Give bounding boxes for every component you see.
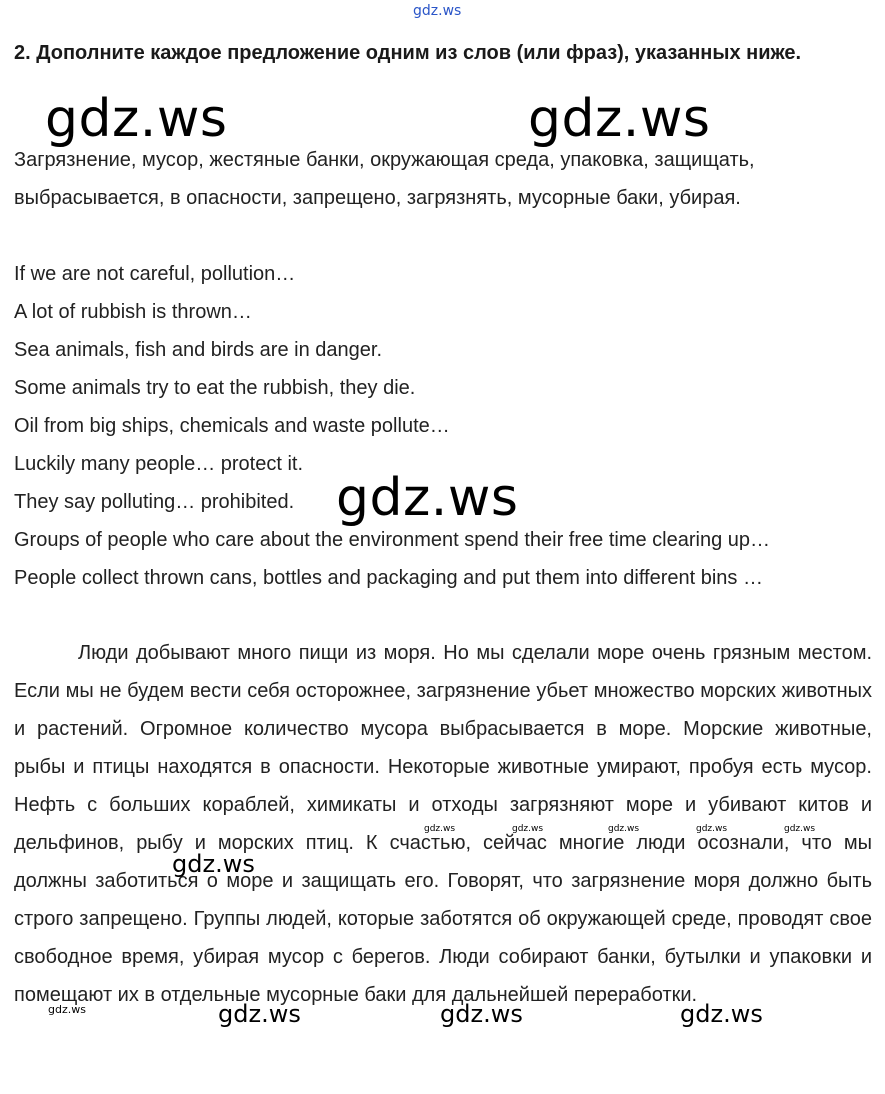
watermark-small-5: gdz.ws [784, 824, 816, 834]
watermark-small-4: gdz.ws [696, 824, 728, 834]
sentence-8: Groups of people who care about the environment spend their free time clearing up… [14, 529, 770, 551]
watermark-bottom-tiny: gdz.ws [48, 1003, 86, 1016]
sentence-2: A lot of rubbish is thrown… [14, 301, 252, 323]
watermark-small-3: gdz.ws [608, 824, 640, 834]
word-bank: Загрязнение, мусор, жестяные банки, окружающая среда, упаковка, защищать, выбрасывается, в опасности, запрещено, загрязнять, мусорные баки, убирая. [14, 149, 755, 209]
sentence-4: Some animals try to eat the rubbish, they die. [14, 377, 416, 399]
sentence-3: Sea animals, fish and birds are in danger. [14, 339, 382, 361]
watermark-big-left: gdz.ws [45, 89, 228, 149]
translation-paragraph: Люди добывают много пищи из моря. Но мы сделали море очень грязным местом. Если мы не будем вести себя осторожнее, загрязнение убьет множество морских животных и растений. Огромное количество мусора выбрасывается в море. Морские животные, рыбы и птицы находятся в опасности. Некоторые животные умирают, пробуя есть мусор. Нефть с больших кораблей, химикаты и отходы загрязняют море и убивают китов и дельфинов, рыбу и морских птиц. К счастью, сейчас многие люди осознали, что мы должны заботиться о море и защищать его. Говорят, что загрязнение моря должно быть строго запрещено. Группы людей, которые заботятся об окружающей среде, проводят свое свободное время, убирая мусор с берегов. Люди собирают банки, бутылки и упаковки и помещают их в отдельные мусорные баки для дальнейшей переработки. [14, 642, 872, 1006]
watermark-small-2: gdz.ws [512, 824, 544, 834]
sentence-6: Luckily many people… protect it. [14, 453, 304, 475]
watermark-bottom-2: gdz.ws [440, 1000, 523, 1028]
watermark-big-right: gdz.ws [528, 89, 711, 149]
sentence-1: If we are not careful, pollution… [14, 263, 296, 285]
sentence-9: People collect thrown cans, bottles and packaging and put them into different bins … [14, 567, 763, 589]
watermark-top[interactable]: gdz.ws [413, 3, 462, 19]
sentence-list [14, 255, 872, 597]
watermark-small-1: gdz.ws [424, 824, 456, 834]
watermark-bottom-1: gdz.ws [218, 1000, 301, 1028]
watermark-big-center: gdz.ws [336, 468, 519, 528]
task-title: 2. Дополните каждое предложение одним из слов (или фраз), указанных ниже. [14, 42, 802, 64]
watermark-mid-left: gdz.ws [172, 850, 255, 878]
sentence-5: Oil from big ships, chemicals and waste pollute… [14, 415, 450, 437]
watermark-bottom-3: gdz.ws [680, 1000, 763, 1028]
sentence-7: They say polluting… prohibited. [14, 491, 295, 513]
